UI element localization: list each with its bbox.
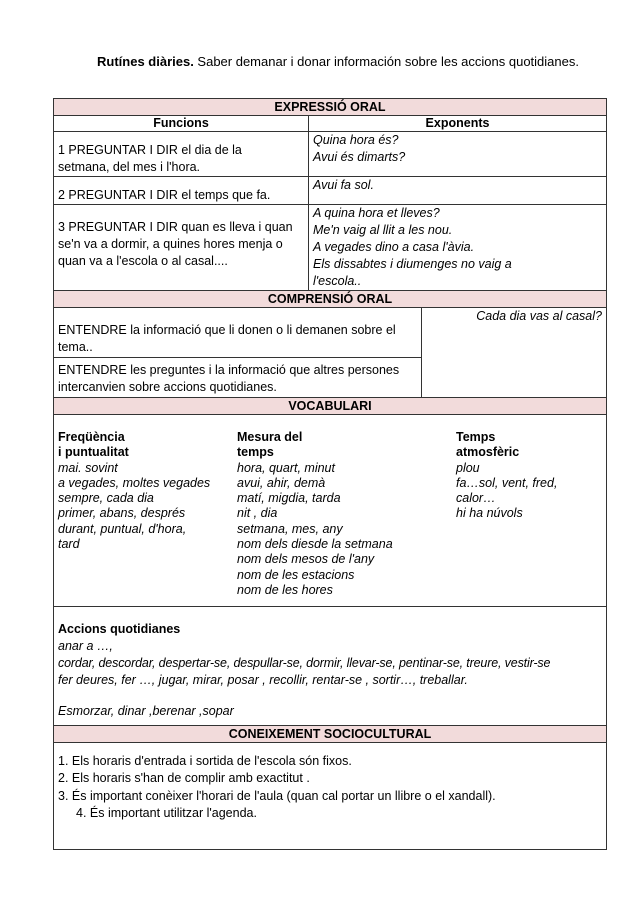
comprensio-exemple: Cada dia vas al casal? <box>422 308 607 398</box>
vocab-col-temps-atmosferic: Temps atmosfèric plou fa…sol, vent, fred, calor… hi ha núvols <box>456 430 558 521</box>
exponent-3: A quina hora et lleves? Me'n vaig al llit a les nou. A vegades dino a casa l'àvia. Els dissabtes i diumenges no vaig a l'escola.. <box>309 205 607 291</box>
exponents-header: Exponents <box>309 116 607 132</box>
sociocultural-item: 3. És important conèixer l'horari de l'aula (quan cal portar un llibre o el xandall). <box>58 788 496 803</box>
rutines-table <box>53 98 607 850</box>
funcions-header: Funcions <box>54 116 309 132</box>
page-title-rest: Saber demanar i donar información sobre les accions quotidianes. <box>193 54 579 69</box>
vocab-col-mesura-temps: Mesura del temps hora, quart, minut avui, ahir, demà matí, migdia, tarda nit , dia setmana, mes, any nom dels diesde la setmana nom dels mesos de l'any nom de les estacions nom de les hores <box>237 430 393 597</box>
page-title-bold: Rutínes diàries. <box>97 54 194 69</box>
sociocultural-item: 4. És important utilitzar l'agenda. <box>76 805 257 820</box>
vocabulari-header: VOCABULARI <box>54 398 607 415</box>
comprensio-oral-header: COMPRENSIÓ ORAL <box>54 291 607 308</box>
sociocultural-header: CONEIXEMENT SOCIOCULTURAL <box>54 726 607 743</box>
funcio-3: 3 PREGUNTAR I DIR quan es lleva i quan se'n va a dormir, a quines hores menja o quan va a l'escola o al casal.... <box>54 205 309 291</box>
exponent-2: Avui fa sol. <box>309 177 607 205</box>
sociocultural-item: 1. Els horaris d'entrada i sortida de l'escola són fixos. <box>58 754 352 768</box>
funcio-1: 1 PREGUNTAR I DIR el dia de la setmana, del mes i l'hora. <box>54 132 309 177</box>
comprensio-2: ENTENDRE les preguntes i la informació que altres persones intercanvien sobre accions quotidianes. <box>54 358 422 398</box>
accions-quotidianes-cell: Accions quotidianes anar a …, cordar, descordar, despertar-se, despullar-se, dormir, llevar-se, pentinar-se, treure, vestir-se fer deures, fer …, jugar, mirar, posar , recollir, rentar-se , sortir…, treballar. Esmorzar, dinar ,berenar ,sopar <box>54 607 607 726</box>
accions-title: Accions quotidianes <box>58 622 181 636</box>
funcio-2: 2 PREGUNTAR I DIR el temps que fa. <box>54 177 309 205</box>
page-title <box>97 54 579 69</box>
sociocultural-item: 2. Els horaris s'han de complir amb exactitut . <box>58 771 310 786</box>
exponent-1: Quina hora és? Avui és dimarts? <box>309 132 607 177</box>
vocabulari-cell <box>54 415 607 607</box>
vocab-col-frequencia: Freqüència i puntualitat mai. sovint a vegades, moltes vegades sempre, cada dia primer, abans, després durant, puntual, d'hora, tard <box>58 430 211 552</box>
comprensio-1: ENTENDRE la informació que li donen o li demanen sobre el tema.. <box>54 308 422 358</box>
sociocultural-cell <box>54 743 607 850</box>
expressio-oral-header: EXPRESSIÓ ORAL <box>54 99 607 116</box>
